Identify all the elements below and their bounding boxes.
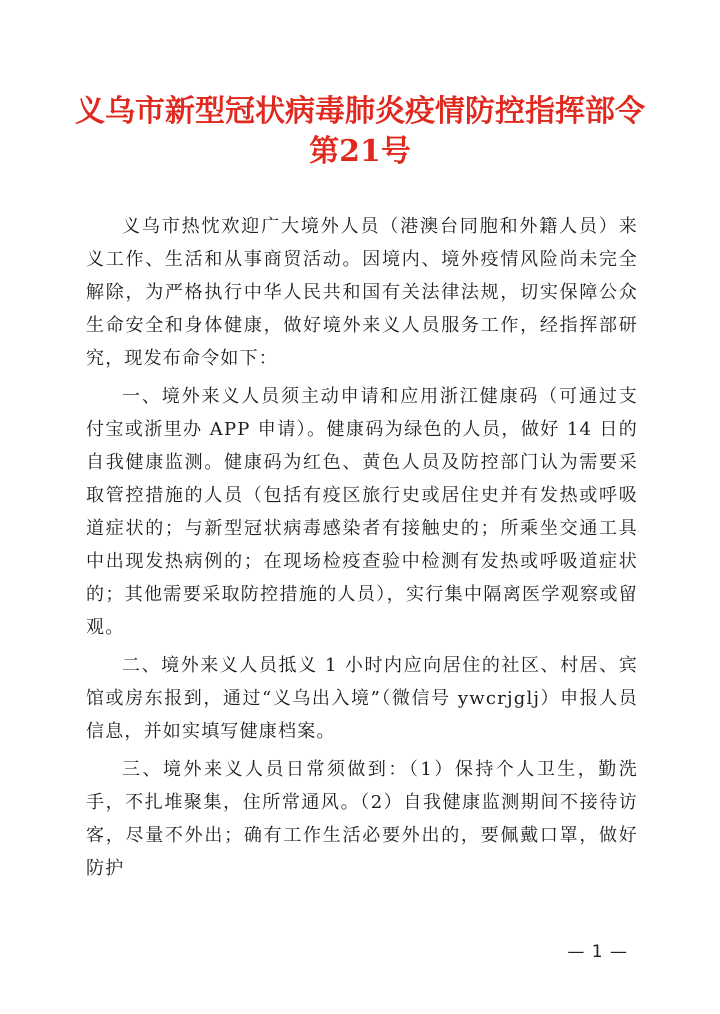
paragraph-section-1: 一、境外来义人员须主动申请和应用浙江健康码（可通过支付宝或浙里办 APP 申请）。健康码为绿色的人员，做好 14 日的自我健康监测。健康码为红色、黄色人员及防控部门认为需要采取管控措施的人员（包括有疫区旅行史或居住史并有发热或呼吸道症状的；与新型冠状病毒感染者有接触史的；所乘坐交通工具中出现发热病例的；在现场检疫查验中检测有发热或呼吸道症状的；其他需要采取防控措施的人员），实行集中隔离医学观察或留观。 [86,386,638,638]
paragraph-intro: 义乌市热忱欢迎广大境外人员（港澳台同胞和外籍人员）来义工作、生活和从事商贸活动。因境内、境外疫情风险尚未完全解除，为严格执行中华人民共和国有关法律法规，切实保障公众生命安全和身体健康，做好境外来义人员服务工作，经指挥部研究，现发布命令如下： [86,216,638,369]
paragraph-section-3: 三、境外来义人员日常须做到：（1）保持个人卫生，勤洗手，不扎堆聚集，住所常通风。（2）自我健康监测期间不接待访客，尽量不外出；确有工作生活必要外出的，要佩戴口罩，做好防护 [86,759,638,879]
title-line-1: 义乌市新型冠状病毒肺炎疫情防控指挥部令 [75,94,645,129]
title-line-2: 第21号 [309,134,411,169]
paragraph-section-2: 二、境外来义人员抵义 1 小时内应向居住的社区、村居、宾馆或房东报到，通过“义乌出入境”（微信号 ywcrjglj）申报人员信息，并如实填写健康档案。 [86,655,638,742]
page-number: — 1 — [567,942,628,962]
document-body [86,210,638,885]
document-title [0,92,720,172]
